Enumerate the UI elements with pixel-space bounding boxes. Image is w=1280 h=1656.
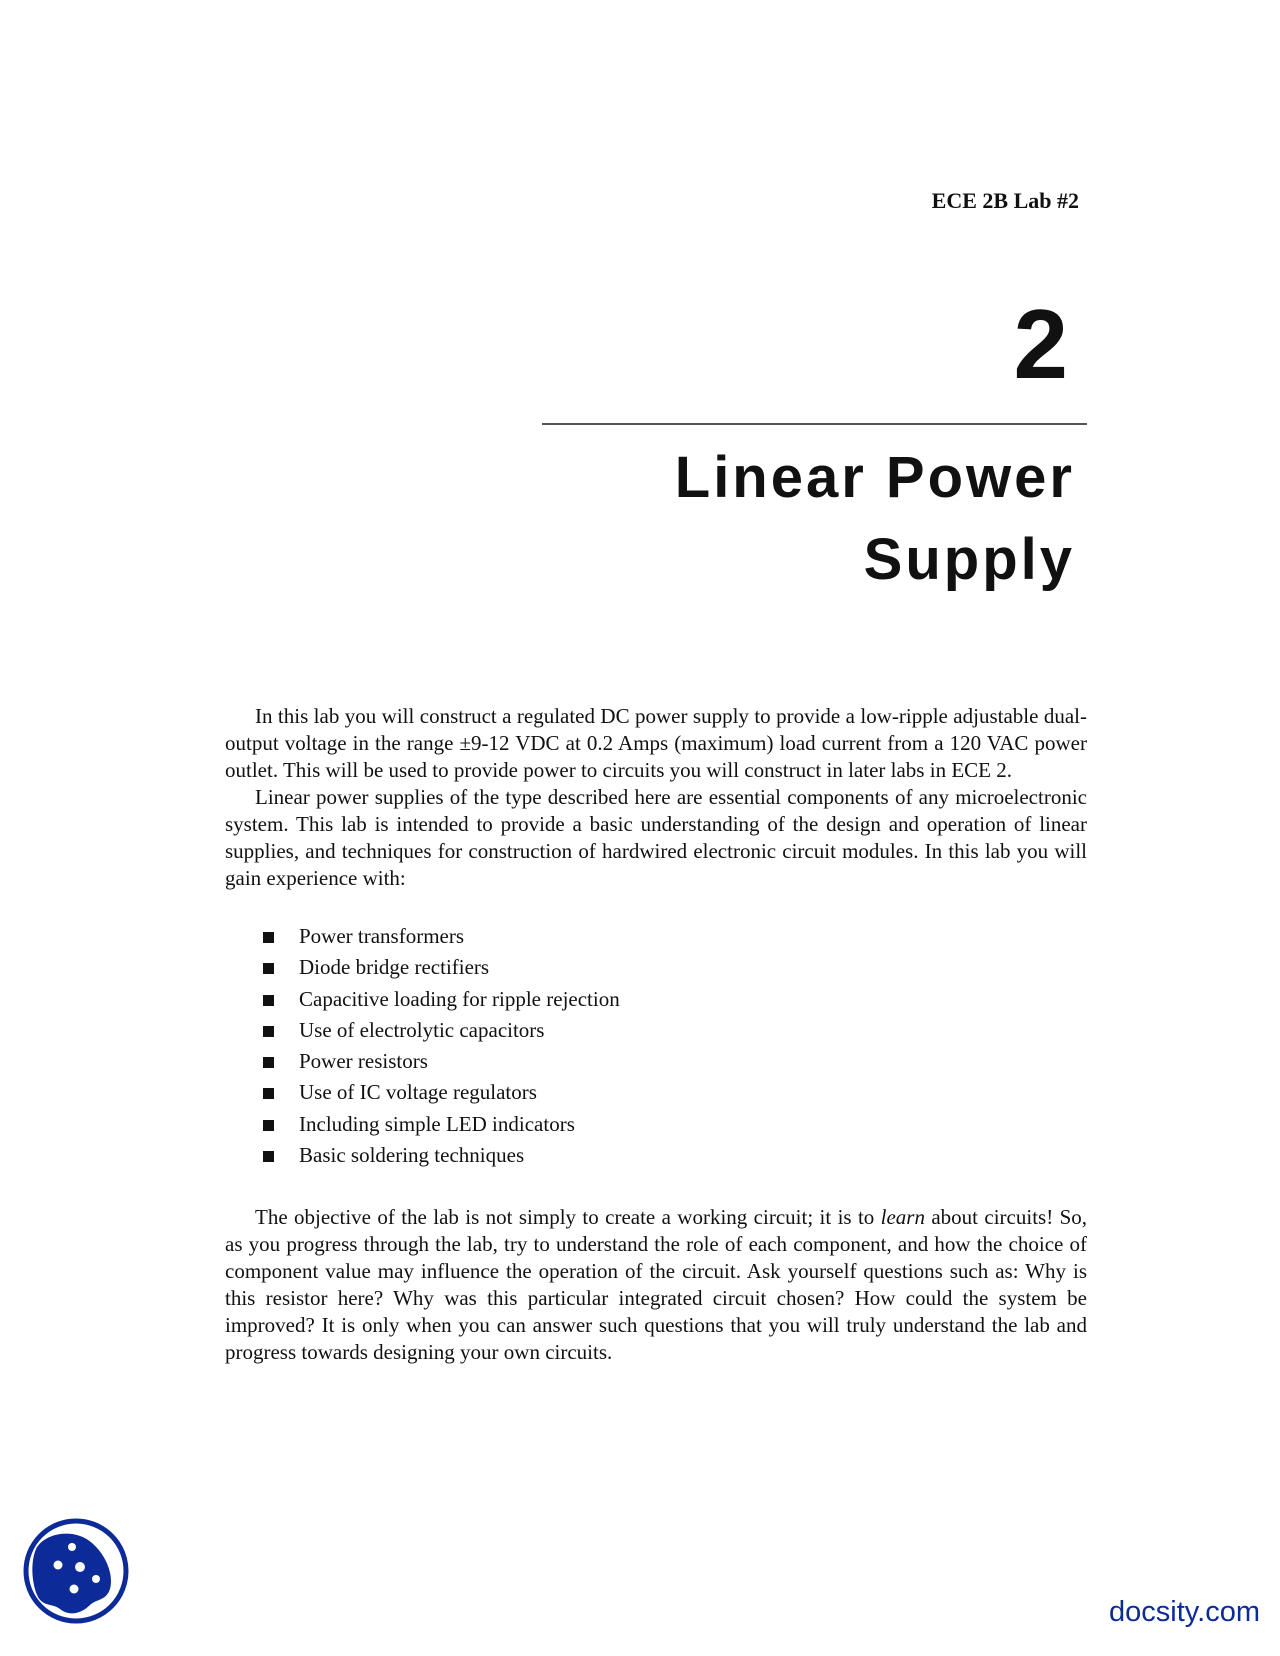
title-divider xyxy=(542,423,1087,425)
square-bullet-icon xyxy=(263,1151,274,1162)
docsity-logo-icon[interactable] xyxy=(22,1517,130,1625)
list-item xyxy=(225,986,1087,1017)
docsity-brand-link[interactable]: docsity.com xyxy=(1109,1596,1260,1628)
list-item xyxy=(225,923,1087,954)
square-bullet-icon xyxy=(263,932,274,943)
objective-paragraph xyxy=(225,1204,1087,1366)
intro-paragraph-2: Linear power supplies of the type described here are essential components of any microelectronic system. This lab is intended to provide a basic understanding of the design and operation of linear supplies, and techniques for construction of hardwired electronic circuit modules. In this lab you will gain experience with: xyxy=(225,785,1087,890)
square-bullet-icon xyxy=(263,1120,274,1131)
list-item xyxy=(225,1142,1087,1173)
objective-text-start: The objective of the lab is not simply to create a working circuit; it is to xyxy=(255,1205,881,1230)
list-item xyxy=(225,1111,1087,1142)
experience-list xyxy=(225,923,1087,1173)
list-item xyxy=(225,1079,1087,1110)
list-item-text: Power transformers xyxy=(299,924,465,948)
chapter-title-line-1: Linear Power xyxy=(674,445,1075,510)
list-item xyxy=(225,954,1087,985)
list-item-text: Including simple LED indicators xyxy=(299,1111,575,1136)
square-bullet-icon xyxy=(263,1088,274,1099)
chapter-title-line-2: Supply xyxy=(863,527,1075,592)
intro-paragraph-1: In this lab you will construct a regulated DC power supply to provide a low-ripple adjustable dual-output voltage in the range ±9-12 VDC at 0.2 Amps (maximum) load current from a 120 VAC power outlet. This will be used to provide power to circuits you will construct in later labs in ECE 2. xyxy=(225,704,1087,782)
objective-emphasis: learn xyxy=(880,1205,925,1230)
list-item-text: Use of electrolytic capacitors xyxy=(299,1017,545,1042)
list-item-text: Basic soldering techniques xyxy=(299,1143,525,1168)
square-bullet-icon xyxy=(263,963,274,974)
list-item-text: Use of IC voltage regulators xyxy=(299,1080,537,1105)
chapter-title xyxy=(675,437,1075,601)
list-item-text: Capacitive loading for ripple rejection xyxy=(299,986,620,1011)
square-bullet-icon xyxy=(263,995,274,1006)
lab-body xyxy=(225,703,1087,1366)
list-item-text: Power resistors xyxy=(299,1049,428,1074)
course-lab-label: ECE 2B Lab #2 xyxy=(931,188,1079,213)
list-item xyxy=(225,1048,1087,1079)
square-bullet-icon xyxy=(263,1026,274,1037)
square-bullet-icon xyxy=(263,1057,274,1068)
list-item-text: Diode bridge rectifiers xyxy=(299,955,490,980)
chapter-number: 2 xyxy=(1013,289,1068,399)
objective-text-end: about circuits! So, as you progress through the lab, try to understand the role of each component, and how the choice of component value may influence the operation of the circuit. Ask yourself questions such as: Why is this resistor here? Why was this particular integrated circuit chosen? How could the system be improved? It is only when you can answer such questions that you will truly understand the lab and progress towards designing your own circuits. xyxy=(225,1205,1087,1365)
list-item xyxy=(225,1017,1087,1048)
